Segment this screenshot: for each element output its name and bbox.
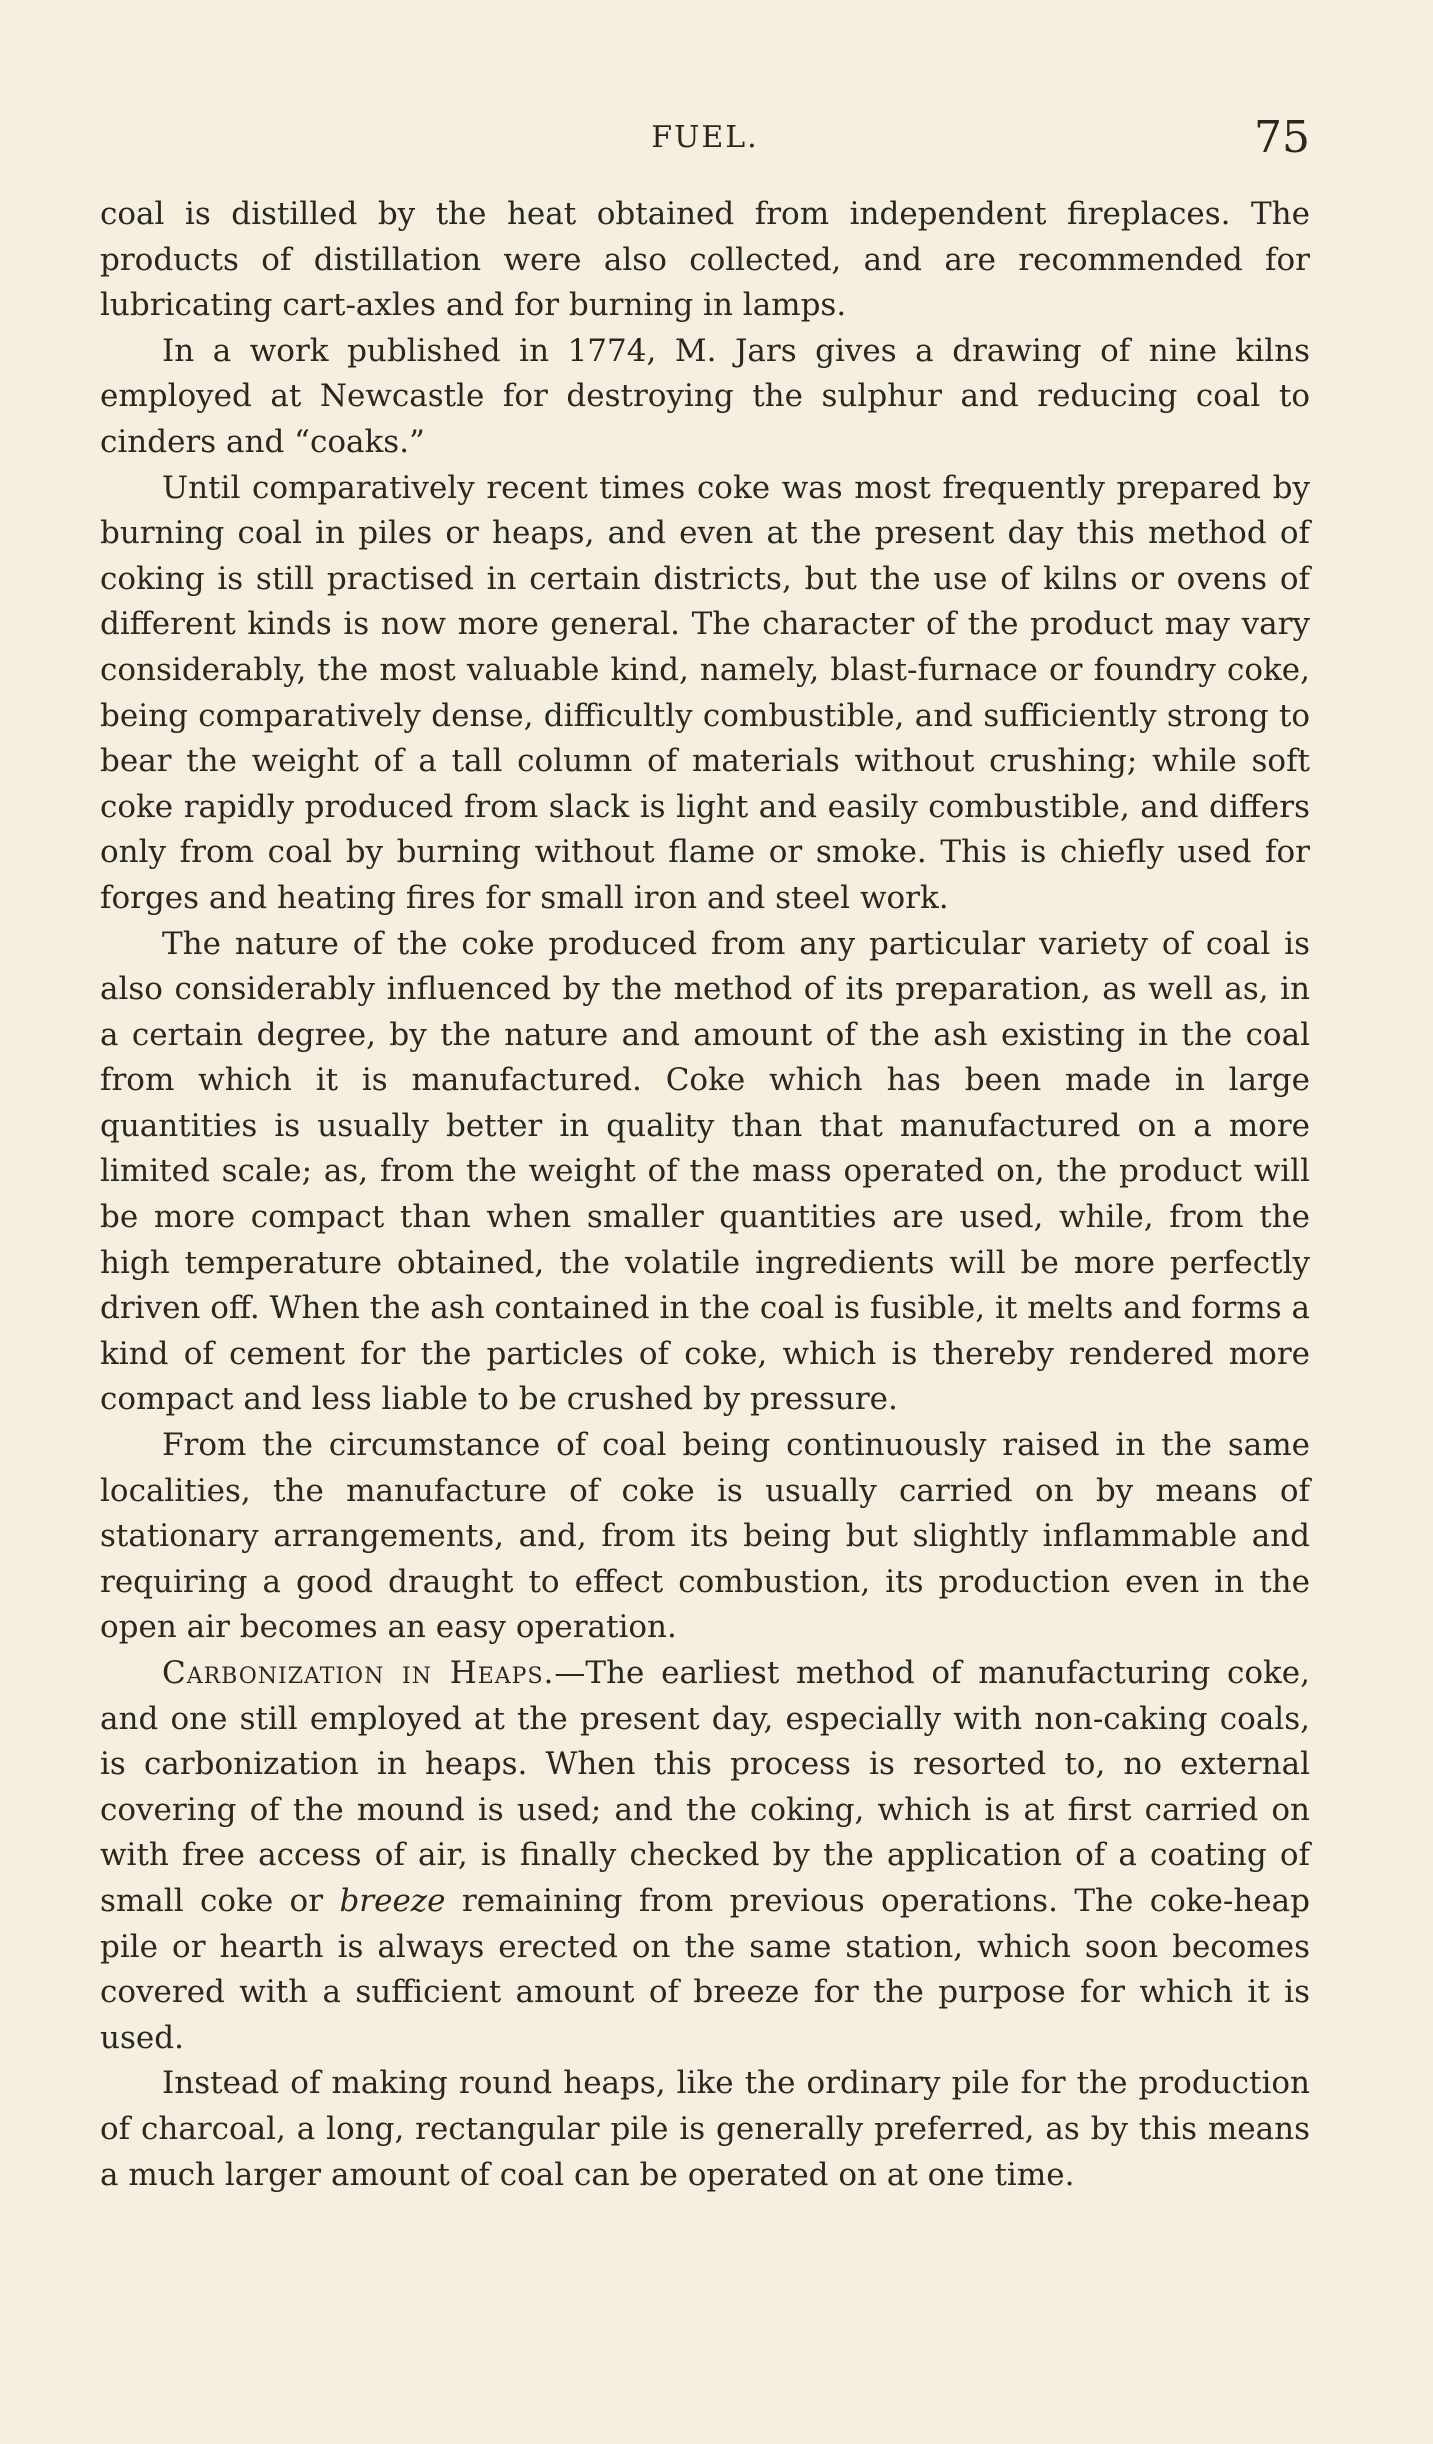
paragraph-text: —The earliest method of manufacturing coke, and one still employed at the present day, especially with non-caking coals, is carbonization in heaps. When this process is resorted to, no external covering of the mound is used; and the coking, which is at first carried on with free access of air, is finally checked by the application of a coating of small coke or: [100, 1655, 1311, 1919]
italic-term: breeze: [339, 1882, 446, 1919]
paragraph: In a work published in 1774, M. Jars gives a drawing of nine kilns employed at Newcastle for destroying the sulphur and reducing coal to cinders and “coaks.”: [100, 332, 1310, 460]
section-heading: Carbonization in Heaps.: [162, 1655, 555, 1691]
paragraph: From the circumstance of coal being continuously raised in the same localities, the manufacture of coke is usually carried on by means of stationary arrangements, and, from its being but slightly inflammable and requiring a good draught to effect combustion, its production even in the open air becomes an easy operation.: [100, 1427, 1310, 1646]
running-head-title: FUEL.: [651, 120, 759, 155]
paragraph-section: [100, 1651, 1310, 2061]
running-head: [100, 112, 1310, 170]
paragraph: The nature of the coke produced from any particular variety of coal is also considerably influenced by the method of its preparation, as well as, in a certain degree, by the nature and amount of the ash existing in the coal from which it is manufactured. Coke which has been made in large quantities is usually better in quality than that manufactured on a more limited scale; as, from the weight of the mass operated on, the product will be more compact than when smaller quantities are used, while, from the high temperature obtained, the volatile ingredients will be more perfectly driven off. When the ash contained in the coal is fusible, it melts and forms a kind of cement for the particles of coke, which is thereby rendered more compact and less liable to be crushed by pressure.: [100, 925, 1310, 1418]
paragraph: Instead of making round heaps, like the ordinary pile for the production of charcoal, a long, rectangular pile is generally preferred, as by this means a much larger amount of coal can be operated on at one time.: [100, 2065, 1310, 2193]
body-text: [100, 192, 1310, 2198]
paragraph: Until comparatively recent times coke was most frequently prepared by burning coal in piles or heaps, and even at the present day this method of coking is still practised in certain districts, but the use of kilns or ovens of different kinds is now more general. The character of the product may vary considerably, the most valuable kind, namely, blast-furnace or foundry coke, being comparatively dense, difficultly combustible, and sufficiently strong to bear the weight of a tall column of materials without crushing; while soft coke rapidly produced from slack is light and easily combustible, and differs only from coal by burning without flame or smoke. This is chiefly used for forges and heating fires for small iron and steel work.: [100, 469, 1310, 916]
paragraph-continued: coal is distilled by the heat obtained from independent fireplaces. The products of distillation were also collected, and are recommended for lubricating cart-axles and for burning in lamps.: [100, 196, 1310, 324]
page-number: 75: [1254, 112, 1310, 163]
paragraph-text: remaining from previous operations. The coke-heap pile or hearth is always erected on the same station, which soon becomes covered with a sufficient amount of breeze for the purpose for which it is used.: [100, 1882, 1310, 2056]
